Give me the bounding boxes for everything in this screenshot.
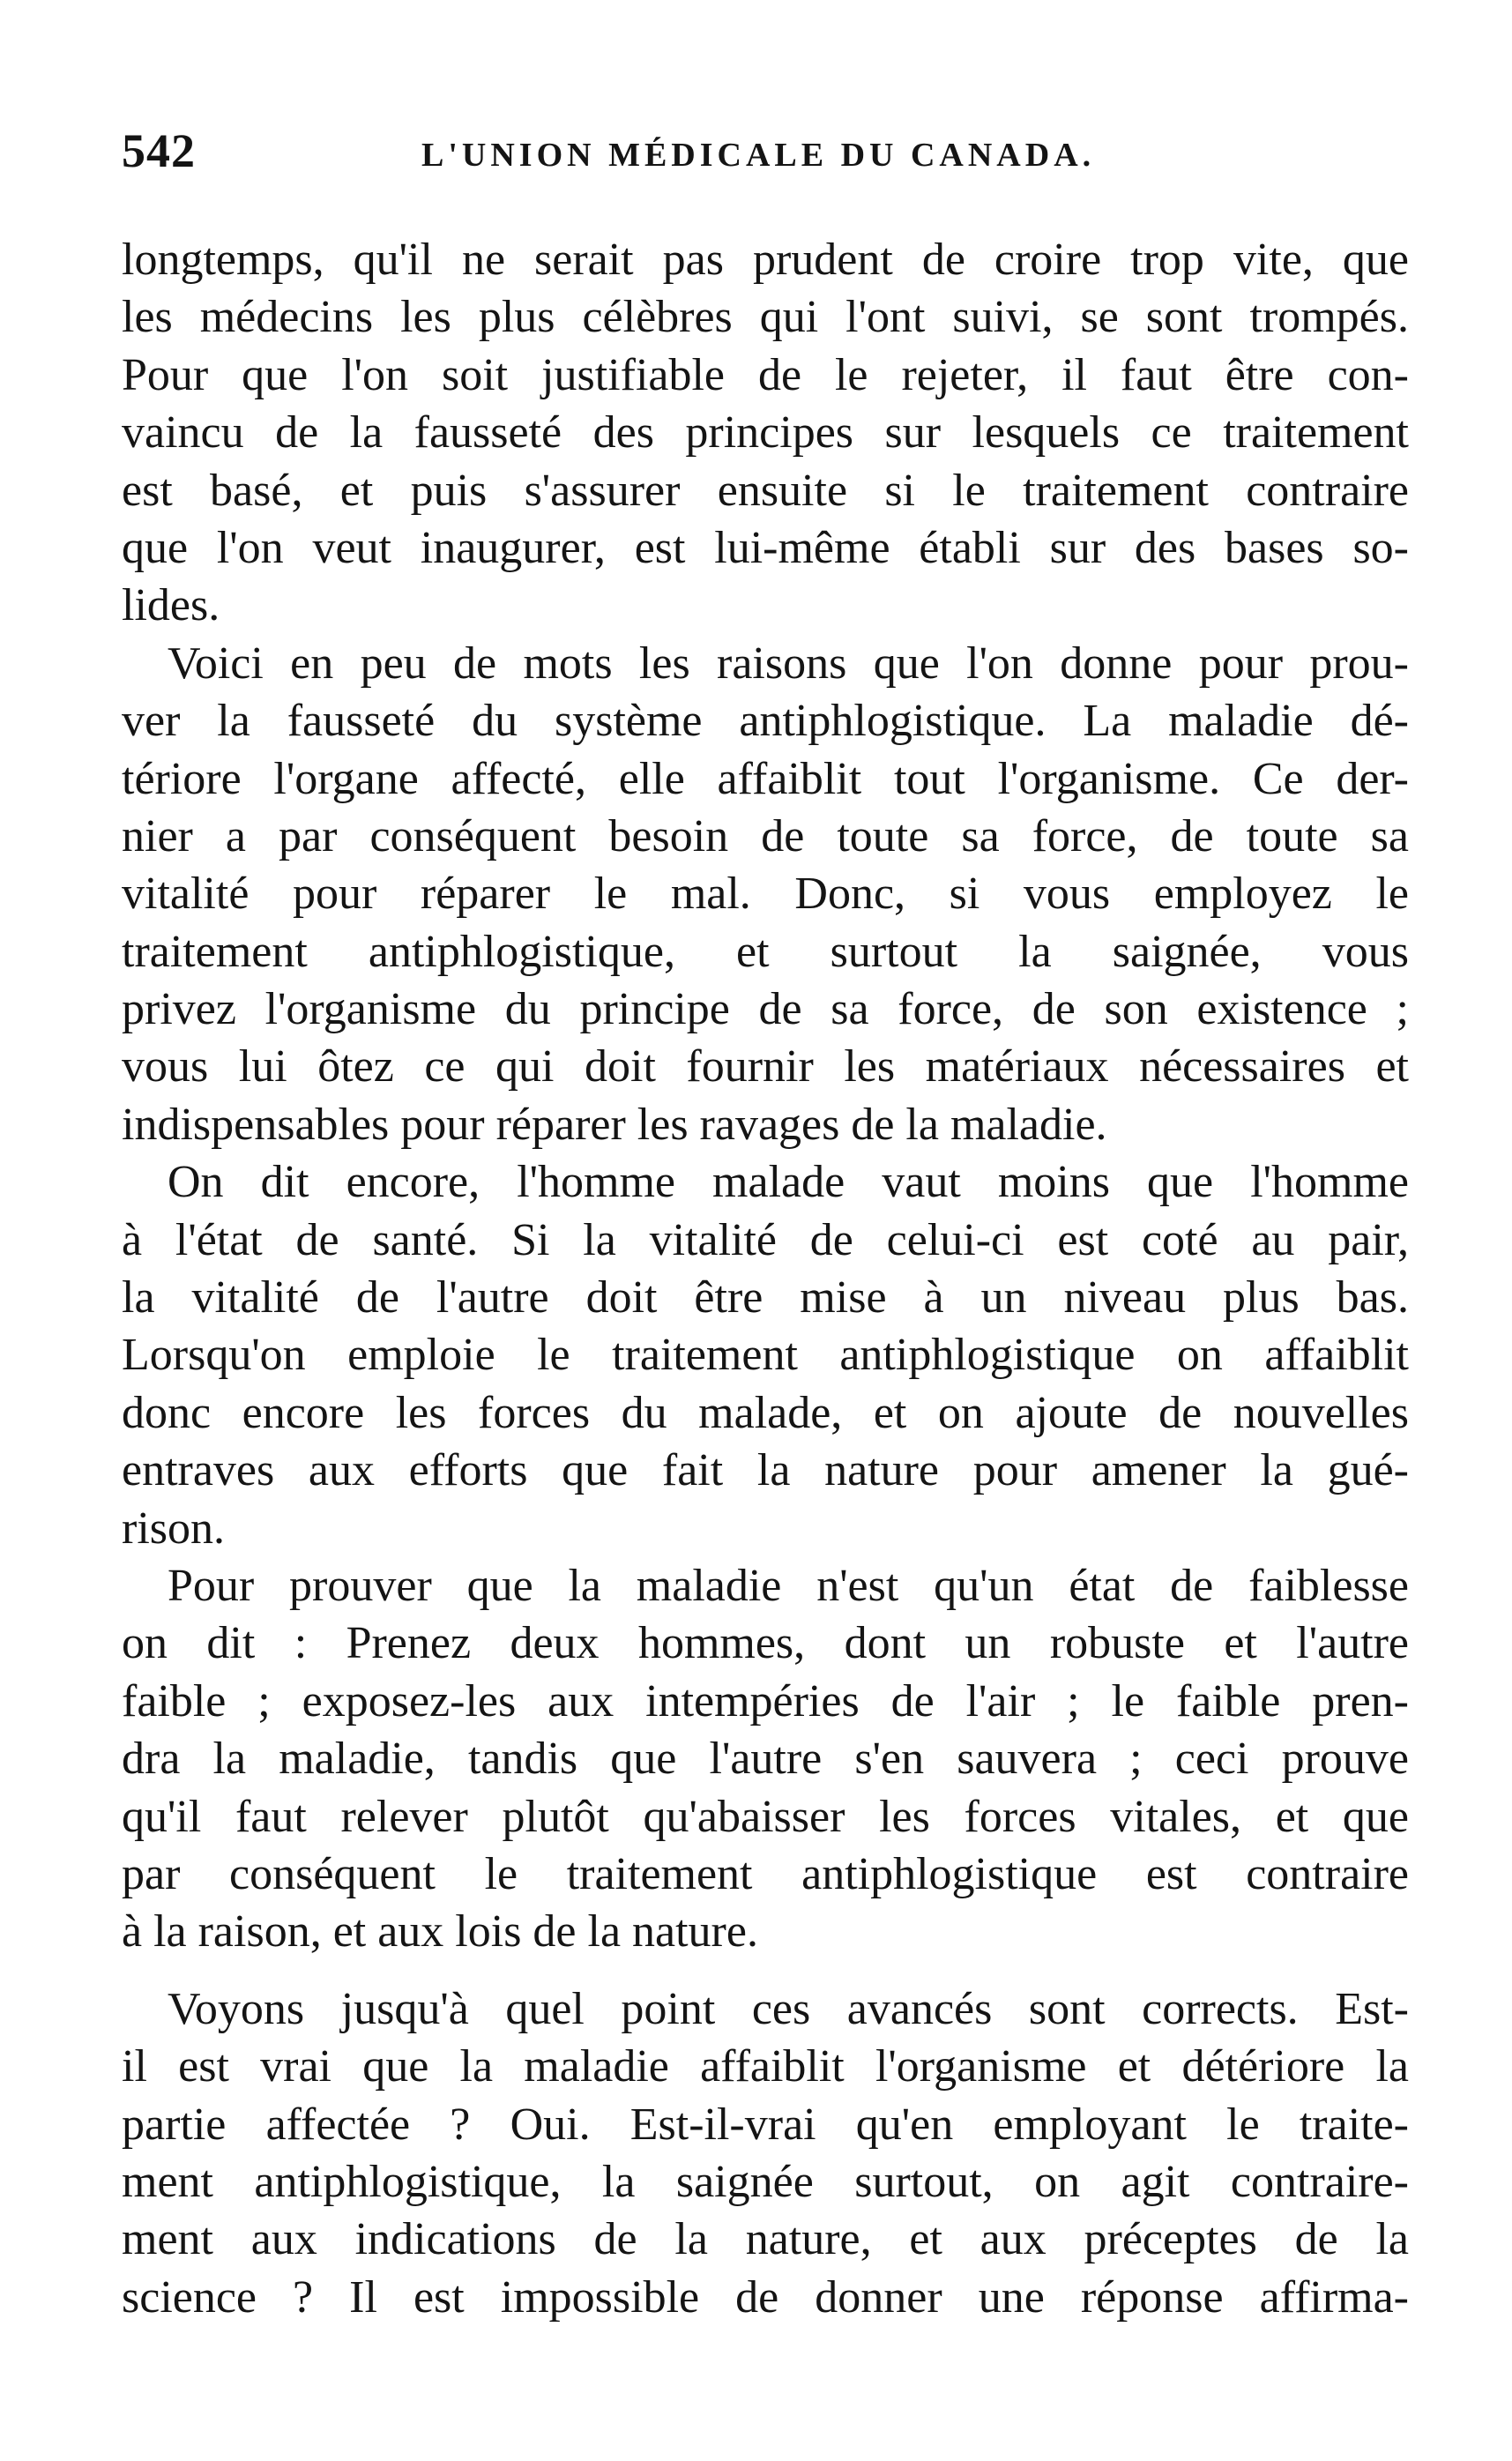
text-line: dra la maladie, tandis que l'autre s'en sauvera ; ceci prouve (122, 1734, 1409, 1785)
paragraph (122, 1557, 1409, 1961)
text-line: par conséquent le traitement antiphlogistique est contraire (122, 1848, 1409, 1899)
text-line: nier a par conséquent besoin de toute sa force, de toute sa (122, 810, 1409, 861)
text-line: science ? Il est impossible de donner une réponse affirma- (122, 2271, 1409, 2323)
text-line: qu'il faut relever plutôt qu'abaisser les forces vitales, et que (122, 1791, 1409, 1842)
text-line: partie affectée ? Oui. Est-il-vrai qu'en employant le traite- (122, 2099, 1409, 2150)
text-line: à la raison, et aux lois de la nature. (122, 1906, 758, 1958)
text-line: tériore l'organe affecté, elle affaiblit tout l'organisme. Ce der- (122, 753, 1409, 804)
text-line: les médecins les plus célèbres qui l'ont suivi, se sont trompés. (122, 292, 1409, 343)
paragraph (122, 231, 1409, 635)
text-line: indispensables pour réparer les ravages de la maladie. (122, 1099, 1107, 1150)
page-number: 542 (122, 124, 196, 177)
text-line: Pour prouver que la maladie n'est qu'un état de faiblesse (168, 1560, 1409, 1611)
text-line: est basé, et puis s'assurer ensuite si le traitement contraire (122, 465, 1409, 516)
paragraph (122, 1153, 1409, 1557)
text-line: Pour que l'on soit justifiable de le rejeter, il faut être con- (122, 349, 1409, 400)
text-line: à l'état de santé. Si la vitalité de celui-ci est coté au pair, (122, 1214, 1409, 1265)
paragraph (122, 1980, 1409, 2326)
text-line: il est vrai que la maladie affaiblit l'organisme et détériore la (122, 2041, 1409, 2092)
text-line: lides. (122, 580, 220, 631)
text-line: que l'on veut inaugurer, est lui-même établi sur des bases so- (122, 522, 1409, 573)
text-line: longtemps, qu'il ne serait pas prudent de croire trop vite, que (122, 235, 1409, 285)
text-line: la vitalité de l'autre doit être mise à un niveau plus bas. (122, 1272, 1409, 1324)
text-line: ment aux indications de la nature, et aux préceptes de la (122, 2214, 1409, 2265)
paragraph-spacer (122, 1961, 1409, 1980)
text-line: privez l'organisme du principe de sa force, de son existence ; (122, 984, 1409, 1035)
text-line: Lorsqu'on emploie le traitement antiphlogistique on affaiblit (122, 1330, 1409, 1381)
text-line: ver la fausseté du système antiphlogistique. La maladie dé- (122, 696, 1409, 747)
body-text (122, 231, 1409, 2326)
text-line: ment antiphlogistique, la saignée surtout, on agit contraire- (122, 2156, 1409, 2207)
text-line: entraves aux efforts que fait la nature pour amener la gué- (122, 1445, 1409, 1496)
running-title: L'UNION MÉDICALE DU CANADA. (421, 137, 1096, 174)
text-line: traitement antiphlogistique, et surtout la saignée, vous (122, 926, 1409, 977)
text-line: vitalité pour réparer le mal. Donc, si vous employez le (122, 869, 1409, 920)
text-line: on dit : Prenez deux hommes, dont un robuste et l'autre (122, 1618, 1409, 1669)
text-line: donc encore les forces du malade, et on ajoute de nouvelles (122, 1387, 1409, 1438)
text-line: rison. (122, 1503, 225, 1554)
text-line: vaincu de la fausseté des principes sur lesquels ce traitement (122, 407, 1409, 459)
text-line: faible ; exposez-les aux intempéries de l'air ; le faible pren- (122, 1675, 1409, 1726)
paragraph (122, 635, 1409, 1154)
text-line: Voici en peu de mots les raisons que l'on donne pour prou- (168, 638, 1409, 689)
text-line: On dit encore, l'homme malade vaut moins que l'homme (168, 1157, 1409, 1208)
text-line: Voyons jusqu'à quel point ces avancés sont corrects. Est- (168, 1983, 1409, 2034)
text-line: vous lui ôtez ce qui doit fournir les matériaux nécessaires et (122, 1041, 1409, 1093)
page-header (122, 123, 1418, 194)
